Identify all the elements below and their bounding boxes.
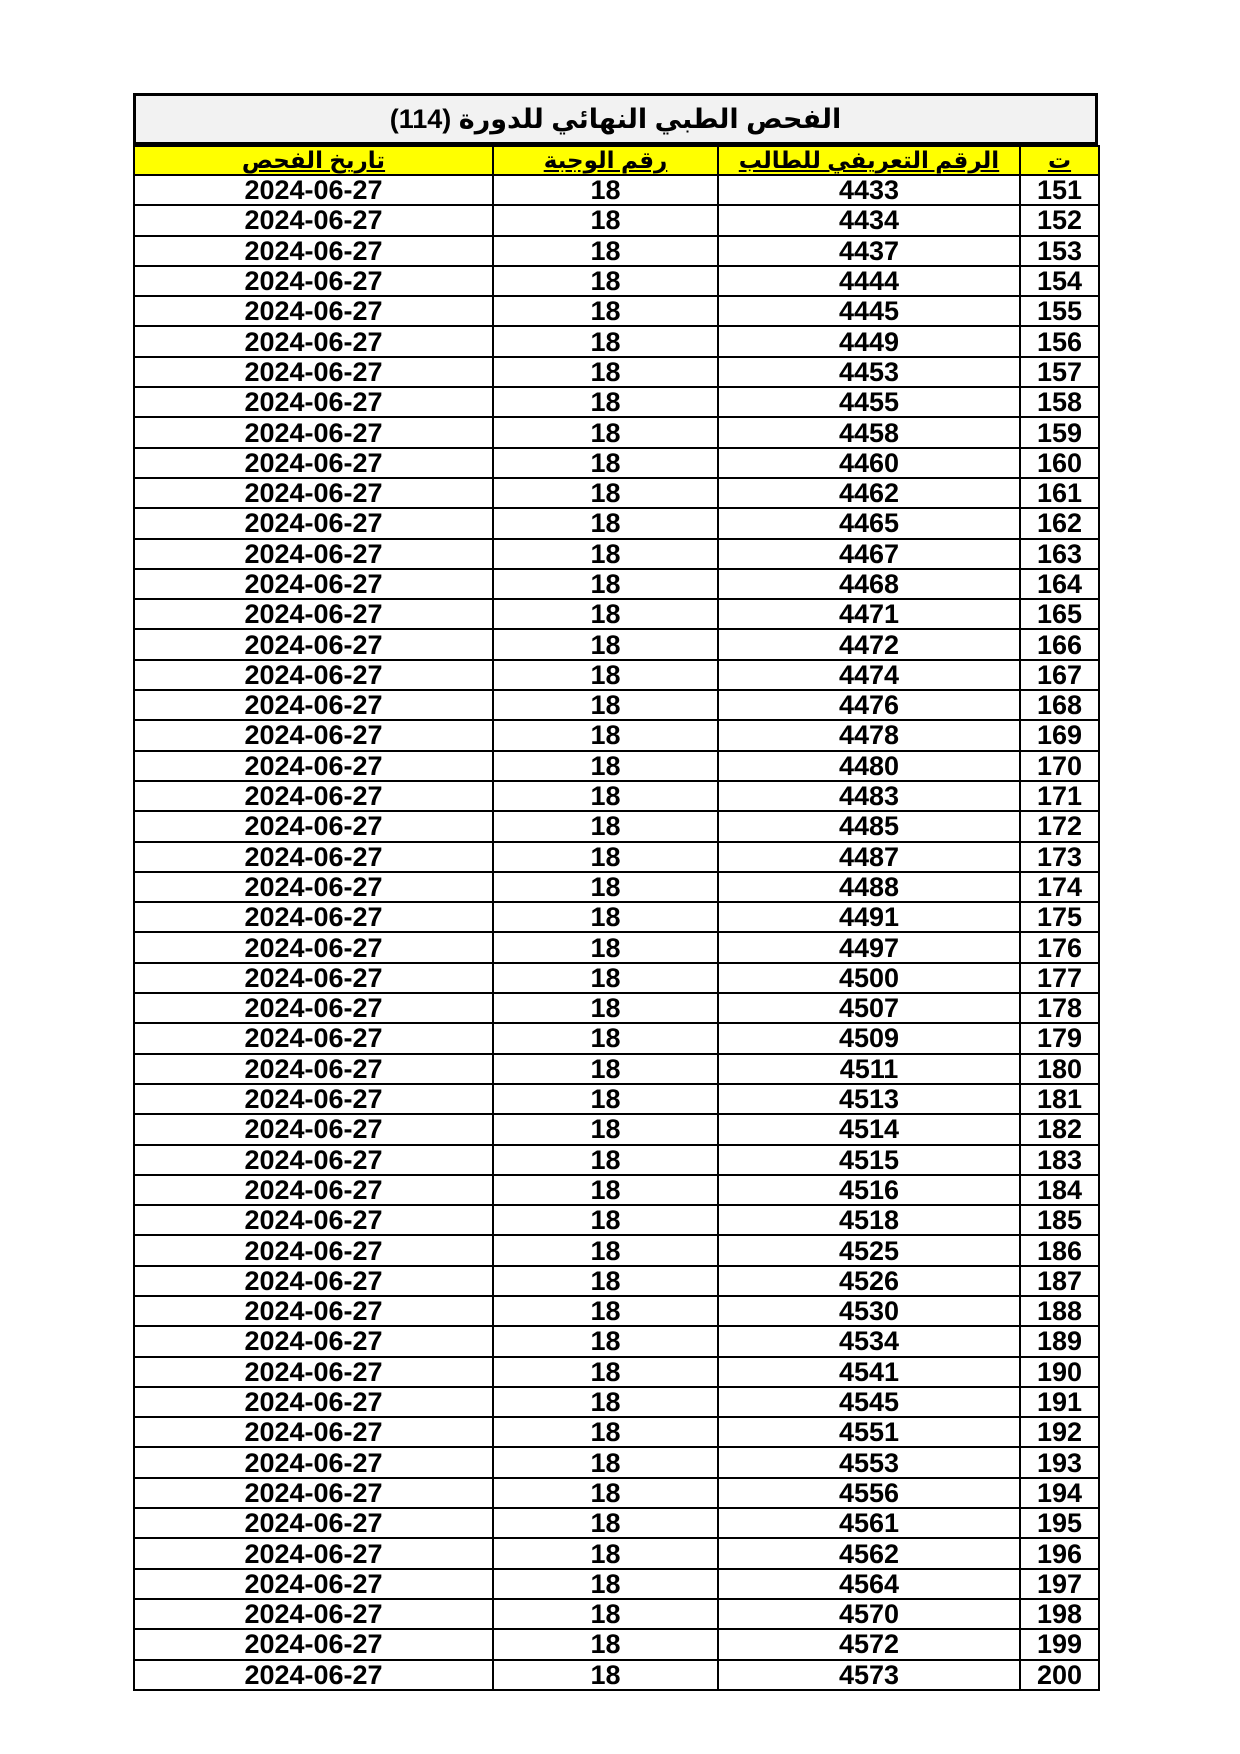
cell-student-id: 4471 xyxy=(718,599,1020,629)
cell-seq: 196 xyxy=(1020,1538,1099,1568)
cell-date: 2024-06-27 xyxy=(134,1569,493,1599)
table-row xyxy=(134,1599,1099,1629)
cell-date: 2024-06-27 xyxy=(134,1629,493,1659)
header-row xyxy=(134,146,1099,175)
cell-batch: 18 xyxy=(493,842,718,872)
cell-date: 2024-06-27 xyxy=(134,205,493,235)
cell-date: 2024-06-27 xyxy=(134,448,493,478)
cell-seq: 178 xyxy=(1020,993,1099,1023)
table-row xyxy=(134,932,1099,962)
table-row xyxy=(134,963,1099,993)
cell-seq: 171 xyxy=(1020,781,1099,811)
table-row xyxy=(134,417,1099,447)
cell-date: 2024-06-27 xyxy=(134,1205,493,1235)
cell-seq: 159 xyxy=(1020,417,1099,447)
table-row xyxy=(134,599,1099,629)
cell-batch: 18 xyxy=(493,1447,718,1477)
table-row xyxy=(134,508,1099,538)
cell-date: 2024-06-27 xyxy=(134,1357,493,1387)
cell-seq: 183 xyxy=(1020,1145,1099,1175)
table-row xyxy=(134,569,1099,599)
cell-seq: 152 xyxy=(1020,205,1099,235)
table-row xyxy=(134,1569,1099,1599)
cell-seq: 199 xyxy=(1020,1629,1099,1659)
cell-batch: 18 xyxy=(493,236,718,266)
cell-student-id: 4564 xyxy=(718,1569,1020,1599)
cell-seq: 153 xyxy=(1020,236,1099,266)
table-row xyxy=(134,811,1099,841)
cell-student-id: 4515 xyxy=(718,1145,1020,1175)
table-row xyxy=(134,902,1099,932)
table-row xyxy=(134,1660,1099,1690)
cell-batch: 18 xyxy=(493,872,718,902)
cell-seq: 165 xyxy=(1020,599,1099,629)
cell-batch: 18 xyxy=(493,720,718,750)
cell-batch: 18 xyxy=(493,266,718,296)
cell-student-id: 4556 xyxy=(718,1478,1020,1508)
cell-student-id: 4487 xyxy=(718,842,1020,872)
table-row xyxy=(134,842,1099,872)
cell-date: 2024-06-27 xyxy=(134,417,493,447)
table-row xyxy=(134,539,1099,569)
cell-batch: 18 xyxy=(493,448,718,478)
table-row xyxy=(134,720,1099,750)
cell-student-id: 4485 xyxy=(718,811,1020,841)
cell-student-id: 4488 xyxy=(718,872,1020,902)
table-row xyxy=(134,1084,1099,1114)
cell-date: 2024-06-27 xyxy=(134,1387,493,1417)
cell-date: 2024-06-27 xyxy=(134,1235,493,1265)
cell-batch: 18 xyxy=(493,1266,718,1296)
cell-student-id: 4561 xyxy=(718,1508,1020,1538)
cell-date: 2024-06-27 xyxy=(134,478,493,508)
table-row xyxy=(134,357,1099,387)
cell-date: 2024-06-27 xyxy=(134,720,493,750)
cell-batch: 18 xyxy=(493,781,718,811)
cell-date: 2024-06-27 xyxy=(134,1478,493,1508)
table-body xyxy=(134,175,1099,1690)
cell-seq: 184 xyxy=(1020,1175,1099,1205)
cell-batch: 18 xyxy=(493,1326,718,1356)
cell-batch: 18 xyxy=(493,1387,718,1417)
cell-batch: 18 xyxy=(493,387,718,417)
cell-student-id: 4526 xyxy=(718,1266,1020,1296)
cell-seq: 187 xyxy=(1020,1266,1099,1296)
cell-seq: 168 xyxy=(1020,690,1099,720)
cell-seq: 157 xyxy=(1020,357,1099,387)
cell-seq: 167 xyxy=(1020,660,1099,690)
cell-batch: 18 xyxy=(493,296,718,326)
cell-batch: 18 xyxy=(493,1023,718,1053)
cell-batch: 18 xyxy=(493,932,718,962)
table-row xyxy=(134,175,1099,205)
cell-date: 2024-06-27 xyxy=(134,1538,493,1568)
page-title: الفحص الطبي النهائي للدورة (114) xyxy=(133,93,1098,145)
table-row xyxy=(134,1114,1099,1144)
cell-date: 2024-06-27 xyxy=(134,993,493,1023)
cell-date: 2024-06-27 xyxy=(134,1084,493,1114)
table-row xyxy=(134,1266,1099,1296)
cell-date: 2024-06-27 xyxy=(134,1266,493,1296)
cell-seq: 163 xyxy=(1020,539,1099,569)
table-row xyxy=(134,1205,1099,1235)
table-row xyxy=(134,387,1099,417)
cell-student-id: 4530 xyxy=(718,1296,1020,1326)
header-date: تاريخ الفحص xyxy=(134,146,493,175)
cell-batch: 18 xyxy=(493,902,718,932)
cell-seq: 180 xyxy=(1020,1054,1099,1084)
cell-student-id: 4491 xyxy=(718,902,1020,932)
table-row xyxy=(134,326,1099,356)
cell-batch: 18 xyxy=(493,539,718,569)
cell-seq: 177 xyxy=(1020,963,1099,993)
cell-student-id: 4468 xyxy=(718,569,1020,599)
cell-seq: 164 xyxy=(1020,569,1099,599)
cell-student-id: 4455 xyxy=(718,387,1020,417)
cell-batch: 18 xyxy=(493,1205,718,1235)
table-row xyxy=(134,781,1099,811)
cell-seq: 160 xyxy=(1020,448,1099,478)
header-seq: ت xyxy=(1020,146,1099,175)
table-row xyxy=(134,993,1099,1023)
cell-batch: 18 xyxy=(493,599,718,629)
cell-seq: 170 xyxy=(1020,751,1099,781)
cell-date: 2024-06-27 xyxy=(134,781,493,811)
table-row xyxy=(134,1508,1099,1538)
cell-seq: 162 xyxy=(1020,508,1099,538)
cell-batch: 18 xyxy=(493,478,718,508)
cell-date: 2024-06-27 xyxy=(134,1114,493,1144)
cell-student-id: 4513 xyxy=(718,1084,1020,1114)
cell-seq: 200 xyxy=(1020,1660,1099,1690)
cell-batch: 18 xyxy=(493,205,718,235)
cell-student-id: 4434 xyxy=(718,205,1020,235)
cell-batch: 18 xyxy=(493,1538,718,1568)
table-row xyxy=(134,1387,1099,1417)
cell-student-id: 4534 xyxy=(718,1326,1020,1356)
cell-seq: 172 xyxy=(1020,811,1099,841)
cell-date: 2024-06-27 xyxy=(134,932,493,962)
cell-batch: 18 xyxy=(493,993,718,1023)
cell-date: 2024-06-27 xyxy=(134,1175,493,1205)
cell-batch: 18 xyxy=(493,1569,718,1599)
cell-student-id: 4445 xyxy=(718,296,1020,326)
cell-seq: 161 xyxy=(1020,478,1099,508)
cell-student-id: 4474 xyxy=(718,660,1020,690)
cell-seq: 191 xyxy=(1020,1387,1099,1417)
cell-seq: 174 xyxy=(1020,872,1099,902)
cell-batch: 18 xyxy=(493,811,718,841)
cell-student-id: 4562 xyxy=(718,1538,1020,1568)
table-row xyxy=(134,266,1099,296)
cell-student-id: 4545 xyxy=(718,1387,1020,1417)
table-row xyxy=(134,872,1099,902)
cell-date: 2024-06-27 xyxy=(134,811,493,841)
cell-batch: 18 xyxy=(493,1114,718,1144)
cell-seq: 197 xyxy=(1020,1569,1099,1599)
cell-batch: 18 xyxy=(493,1660,718,1690)
cell-date: 2024-06-27 xyxy=(134,660,493,690)
cell-student-id: 4500 xyxy=(718,963,1020,993)
table-row xyxy=(134,448,1099,478)
cell-seq: 179 xyxy=(1020,1023,1099,1053)
cell-seq: 195 xyxy=(1020,1508,1099,1538)
table-row xyxy=(134,629,1099,659)
cell-date: 2024-06-27 xyxy=(134,902,493,932)
cell-seq: 185 xyxy=(1020,1205,1099,1235)
cell-date: 2024-06-27 xyxy=(134,1660,493,1690)
cell-batch: 18 xyxy=(493,1417,718,1447)
cell-student-id: 4483 xyxy=(718,781,1020,811)
cell-date: 2024-06-27 xyxy=(134,963,493,993)
table-row xyxy=(134,1357,1099,1387)
cell-student-id: 4433 xyxy=(718,175,1020,205)
cell-seq: 173 xyxy=(1020,842,1099,872)
cell-seq: 151 xyxy=(1020,175,1099,205)
table-row xyxy=(134,1296,1099,1326)
cell-batch: 18 xyxy=(493,326,718,356)
cell-student-id: 4518 xyxy=(718,1205,1020,1235)
cell-seq: 176 xyxy=(1020,932,1099,962)
cell-seq: 193 xyxy=(1020,1447,1099,1477)
table-row xyxy=(134,1478,1099,1508)
table-row xyxy=(134,1023,1099,1053)
cell-seq: 188 xyxy=(1020,1296,1099,1326)
cell-date: 2024-06-27 xyxy=(134,1417,493,1447)
cell-batch: 18 xyxy=(493,1357,718,1387)
header-student-id: الرقم التعريفي للطالب xyxy=(718,146,1020,175)
cell-date: 2024-06-27 xyxy=(134,508,493,538)
cell-date: 2024-06-27 xyxy=(134,357,493,387)
table-row xyxy=(134,1326,1099,1356)
table-row xyxy=(134,660,1099,690)
cell-date: 2024-06-27 xyxy=(134,326,493,356)
cell-date: 2024-06-27 xyxy=(134,1326,493,1356)
cell-date: 2024-06-27 xyxy=(134,1599,493,1629)
cell-student-id: 4476 xyxy=(718,690,1020,720)
cell-student-id: 4460 xyxy=(718,448,1020,478)
cell-seq: 156 xyxy=(1020,326,1099,356)
cell-date: 2024-06-27 xyxy=(134,175,493,205)
table-row xyxy=(134,1447,1099,1477)
cell-batch: 18 xyxy=(493,690,718,720)
table-row xyxy=(134,1235,1099,1265)
cell-student-id: 4553 xyxy=(718,1447,1020,1477)
cell-student-id: 4497 xyxy=(718,932,1020,962)
cell-batch: 18 xyxy=(493,1054,718,1084)
cell-date: 2024-06-27 xyxy=(134,842,493,872)
cell-student-id: 4514 xyxy=(718,1114,1020,1144)
cell-date: 2024-06-27 xyxy=(134,387,493,417)
cell-student-id: 4511 xyxy=(718,1054,1020,1084)
exam-table xyxy=(133,145,1100,1691)
cell-batch: 18 xyxy=(493,1175,718,1205)
cell-student-id: 4458 xyxy=(718,417,1020,447)
cell-student-id: 4472 xyxy=(718,629,1020,659)
header-batch: رقم الوجبة xyxy=(493,146,718,175)
cell-student-id: 4573 xyxy=(718,1660,1020,1690)
table-row xyxy=(134,1175,1099,1205)
cell-batch: 18 xyxy=(493,629,718,659)
table-row xyxy=(134,1145,1099,1175)
table-row xyxy=(134,1629,1099,1659)
cell-batch: 18 xyxy=(493,1599,718,1629)
cell-date: 2024-06-27 xyxy=(134,569,493,599)
cell-date: 2024-06-27 xyxy=(134,236,493,266)
cell-batch: 18 xyxy=(493,357,718,387)
cell-date: 2024-06-27 xyxy=(134,1054,493,1084)
cell-seq: 186 xyxy=(1020,1235,1099,1265)
cell-seq: 154 xyxy=(1020,266,1099,296)
table-row xyxy=(134,205,1099,235)
cell-student-id: 4462 xyxy=(718,478,1020,508)
cell-batch: 18 xyxy=(493,751,718,781)
cell-batch: 18 xyxy=(493,417,718,447)
table-row xyxy=(134,1538,1099,1568)
cell-batch: 18 xyxy=(493,1145,718,1175)
cell-batch: 18 xyxy=(493,963,718,993)
cell-seq: 198 xyxy=(1020,1599,1099,1629)
cell-seq: 175 xyxy=(1020,902,1099,932)
cell-date: 2024-06-27 xyxy=(134,266,493,296)
cell-date: 2024-06-27 xyxy=(134,1145,493,1175)
cell-batch: 18 xyxy=(493,508,718,538)
cell-student-id: 4444 xyxy=(718,266,1020,296)
cell-student-id: 4480 xyxy=(718,751,1020,781)
cell-batch: 18 xyxy=(493,1508,718,1538)
cell-date: 2024-06-27 xyxy=(134,296,493,326)
cell-student-id: 4437 xyxy=(718,236,1020,266)
cell-seq: 192 xyxy=(1020,1417,1099,1447)
cell-student-id: 4516 xyxy=(718,1175,1020,1205)
cell-seq: 194 xyxy=(1020,1478,1099,1508)
cell-batch: 18 xyxy=(493,1478,718,1508)
cell-batch: 18 xyxy=(493,660,718,690)
table-row xyxy=(134,236,1099,266)
cell-student-id: 4541 xyxy=(718,1357,1020,1387)
cell-student-id: 4478 xyxy=(718,720,1020,750)
cell-student-id: 4467 xyxy=(718,539,1020,569)
cell-student-id: 4572 xyxy=(718,1629,1020,1659)
cell-date: 2024-06-27 xyxy=(134,1296,493,1326)
cell-seq: 189 xyxy=(1020,1326,1099,1356)
document-sheet xyxy=(133,93,1098,1691)
cell-student-id: 4509 xyxy=(718,1023,1020,1053)
table-row xyxy=(134,690,1099,720)
cell-seq: 181 xyxy=(1020,1084,1099,1114)
cell-student-id: 4453 xyxy=(718,357,1020,387)
table-row xyxy=(134,751,1099,781)
cell-student-id: 4525 xyxy=(718,1235,1020,1265)
cell-date: 2024-06-27 xyxy=(134,629,493,659)
cell-batch: 18 xyxy=(493,1235,718,1265)
cell-batch: 18 xyxy=(493,569,718,599)
cell-batch: 18 xyxy=(493,175,718,205)
cell-date: 2024-06-27 xyxy=(134,1023,493,1053)
cell-student-id: 4507 xyxy=(718,993,1020,1023)
cell-student-id: 4551 xyxy=(718,1417,1020,1447)
cell-student-id: 4570 xyxy=(718,1599,1020,1629)
cell-batch: 18 xyxy=(493,1629,718,1659)
cell-date: 2024-06-27 xyxy=(134,872,493,902)
cell-seq: 190 xyxy=(1020,1357,1099,1387)
cell-batch: 18 xyxy=(493,1296,718,1326)
cell-student-id: 4449 xyxy=(718,326,1020,356)
cell-seq: 182 xyxy=(1020,1114,1099,1144)
table-row xyxy=(134,1054,1099,1084)
table-row xyxy=(134,296,1099,326)
cell-seq: 158 xyxy=(1020,387,1099,417)
cell-date: 2024-06-27 xyxy=(134,539,493,569)
cell-seq: 166 xyxy=(1020,629,1099,659)
cell-date: 2024-06-27 xyxy=(134,1447,493,1477)
cell-date: 2024-06-27 xyxy=(134,690,493,720)
cell-seq: 155 xyxy=(1020,296,1099,326)
cell-date: 2024-06-27 xyxy=(134,751,493,781)
cell-date: 2024-06-27 xyxy=(134,1508,493,1538)
cell-batch: 18 xyxy=(493,1084,718,1114)
cell-date: 2024-06-27 xyxy=(134,599,493,629)
table-row xyxy=(134,478,1099,508)
cell-seq: 169 xyxy=(1020,720,1099,750)
cell-student-id: 4465 xyxy=(718,508,1020,538)
table-row xyxy=(134,1417,1099,1447)
